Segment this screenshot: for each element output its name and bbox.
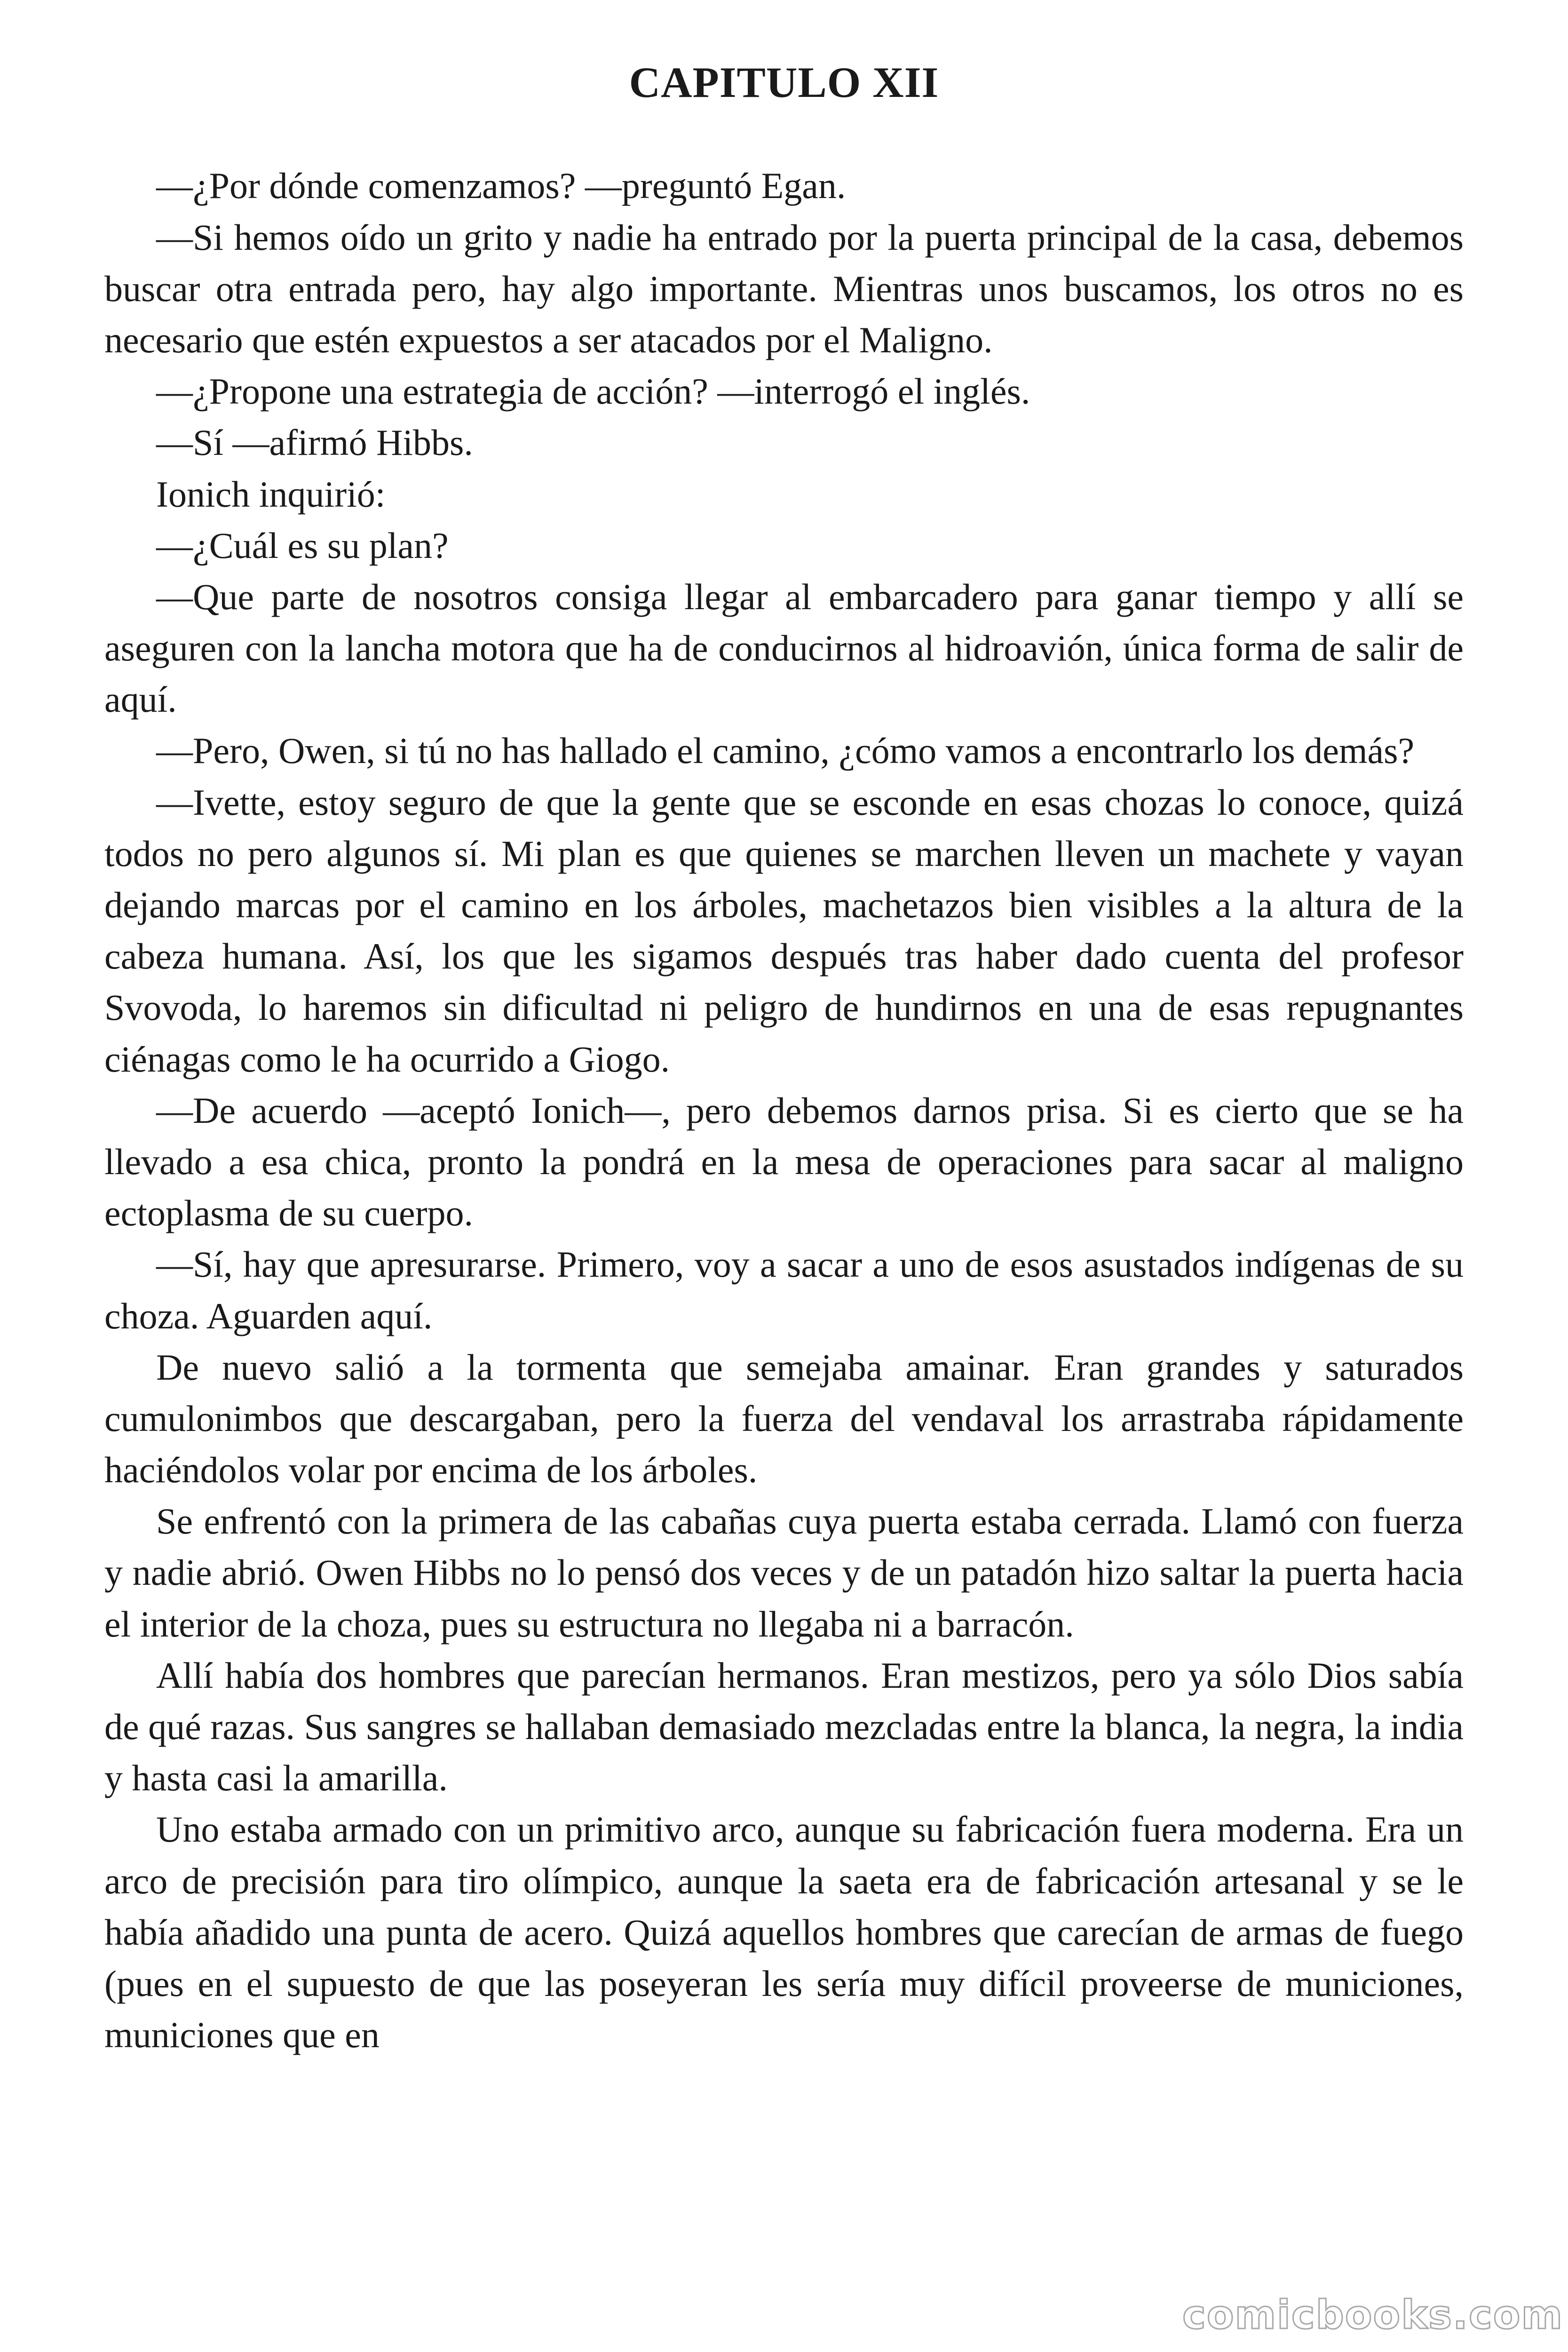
chapter-title: CAPITULO XII: [629, 58, 939, 106]
paragraph: De nuevo salió a la tormenta que semejaba amainar. Eran grandes y saturados cumulonimbos que descargaban, pero la fuerza del vendaval los arrastraba rápidamente haciéndolos volar por encima de los árboles.: [104, 1346, 1464, 1491]
paragraph: —¿Propone una estrategia de acción? —interrogó el inglés.: [156, 371, 1030, 412]
paragraph: Uno estaba armado con un primitivo arco, aunque su fabricación fuera moderna. Era un arco de precisión para tiro olímpico, aunque la saeta era de fabricación artesanal y se le había añadido una punta de acero. Quizá aquellos hombres que carecían de armas de fuego (pues en el supuesto de que las poseyeran les sería muy difícil proveerse de municiones, municiones que en: [104, 1809, 1464, 2056]
paragraph: —Si hemos oído un grito y nadie ha entrado por la puerta principal de la casa, debemos buscar otra entrada pero, hay algo importante. Mientras unos buscamos, los otros no es necesario que estén expuestos a ser atacados por el Maligno.: [104, 216, 1464, 360]
paragraph: —¿Por dónde comenzamos? —preguntó Egan.: [156, 165, 846, 207]
paragraph: —Sí —afirmó Hibbs.: [156, 422, 473, 463]
paragraph: Ionich inquirió:: [156, 473, 386, 515]
paragraph: Allí había dos hombres que parecían hermanos. Eran mestizos, pero ya sólo Dios sabía de qué razas. Sus sangres se hallaban demasiado mezcladas entre la blanca, la negra, la india y hasta casi la amarilla.: [104, 1654, 1464, 1799]
watermark: comicbooks.com: [1182, 2292, 1563, 2338]
paragraph: —Pero, Owen, si tú no has hallado el camino, ¿cómo vamos a encontrarlo los demás?: [156, 730, 1415, 771]
paragraph: Se enfrentó con la primera de las cabañas cuya puerta estaba cerrada. Llamó con fuerza y nadie abrió. Owen Hibbs no lo pensó dos veces y de un patadón hizo saltar la puerta hacia el interior de la choza, pues su estructura no llegaba ni a barracón.: [104, 1501, 1464, 1645]
chapter-body: [104, 160, 1464, 2060]
paragraph: —Que parte de nosotros consiga llegar al embarcadero para ganar tiempo y allí se aseguren con la lancha motora que ha de conducirnos al hidroavión, única forma de salir de aquí.: [104, 576, 1464, 720]
paragraph: —De acuerdo —aceptó Ionich—, pero debemos darnos prisa. Si es cierto que se ha llevado a esa chica, pronto la pondrá en la mesa de operaciones para sacar al maligno ectoplasma de su cuerpo.: [104, 1089, 1464, 1234]
book-page: [104, 56, 1464, 2060]
paragraph: —¿Cuál es su plan?: [156, 524, 449, 566]
paragraph: —Ivette, estoy seguro de que la gente que se esconde en esas chozas lo conoce, quizá todos no pero algunos sí. Mi plan es que quienes se marchen lleven un machete y vayan dejando marcas por el camino en los árboles, machetazos bien visibles a la altura de la cabeza humana. Así, los que les sigamos después tras haber dado cuenta del profesor Svovoda, lo haremos sin dificultad ni peligro de hundirnos en una de esas repugnantes ciénagas como le ha ocurrido a Giogo.: [104, 781, 1464, 1080]
paragraph: —Sí, hay que apresurarse. Primero, voy a sacar a uno de esos asustados indígenas de su choza. Aguarden aquí.: [104, 1244, 1464, 1336]
